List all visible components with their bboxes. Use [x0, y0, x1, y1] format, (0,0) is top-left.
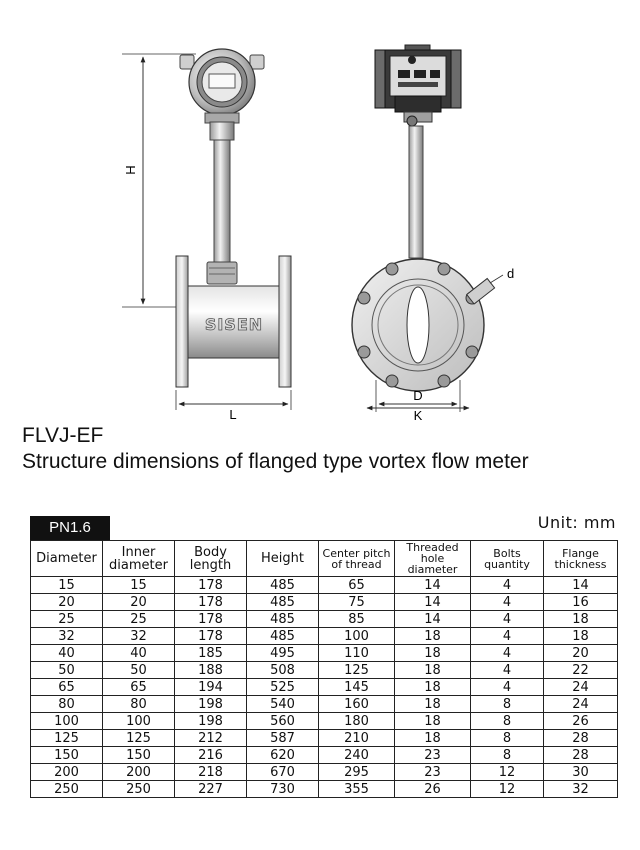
table-cell: 32 [103, 628, 175, 645]
table-body [31, 577, 618, 798]
table-cell: 23 [395, 747, 471, 764]
table-cell: 730 [247, 781, 319, 798]
table-cell: 14 [395, 611, 471, 628]
table-row [31, 679, 618, 696]
table-cell: 50 [103, 662, 175, 679]
table-cell: 125 [103, 730, 175, 747]
table-cell: 14 [395, 577, 471, 594]
table-cell: 295 [319, 764, 395, 781]
column-header: Flange thickness [544, 541, 618, 577]
table-cell: 495 [247, 645, 319, 662]
table-cell: 32 [31, 628, 103, 645]
table-cell: 18 [395, 662, 471, 679]
table-cell: 80 [103, 696, 175, 713]
table-cell: 23 [395, 764, 471, 781]
table-cell: 100 [319, 628, 395, 645]
table-cell: 18 [544, 628, 618, 645]
table-cell: 75 [319, 594, 395, 611]
table-cell: 100 [31, 713, 103, 730]
table-cell: 198 [175, 713, 247, 730]
table-cell: 587 [247, 730, 319, 747]
table-cell: 28 [544, 730, 618, 747]
table-cell: 4 [471, 594, 544, 611]
table-cell: 355 [319, 781, 395, 798]
table-cell: 25 [103, 611, 175, 628]
table-cell: 620 [247, 747, 319, 764]
table-cell: 26 [544, 713, 618, 730]
table-cell: 32 [544, 781, 618, 798]
table-cell: 4 [471, 645, 544, 662]
model-name: FLVJ-EF [22, 424, 104, 447]
table-cell: 240 [319, 747, 395, 764]
table-cell: 20 [103, 594, 175, 611]
table-cell: 4 [471, 679, 544, 696]
table-cell: 178 [175, 577, 247, 594]
table-cell: 100 [103, 713, 175, 730]
table-cell: 18 [395, 679, 471, 696]
table-cell: 160 [319, 696, 395, 713]
table-cell: 18 [395, 696, 471, 713]
table-cell: 110 [319, 645, 395, 662]
table-cell: 22 [544, 662, 618, 679]
table-cell: 145 [319, 679, 395, 696]
table-cell: 25 [31, 611, 103, 628]
brand-logo: SISEN [204, 315, 264, 334]
table-cell: 24 [544, 679, 618, 696]
side-view [122, 49, 291, 420]
table-cell: 227 [175, 781, 247, 798]
table-row [31, 645, 618, 662]
table-cell: 15 [103, 577, 175, 594]
table-cell: 4 [471, 577, 544, 594]
unit-label: Unit: mm [537, 513, 616, 532]
table-cell: 18 [395, 713, 471, 730]
table-row [31, 781, 618, 798]
table-cell: 65 [31, 679, 103, 696]
table-cell: 485 [247, 628, 319, 645]
table-cell: 8 [471, 713, 544, 730]
table-cell: 40 [103, 645, 175, 662]
table-cell: 14 [395, 594, 471, 611]
page-subtitle: Structure dimensions of flanged type vortex flow meter [22, 450, 529, 473]
table-row [31, 628, 618, 645]
table-cell: 18 [395, 645, 471, 662]
column-header: Height [247, 541, 319, 577]
table-cell: 250 [31, 781, 103, 798]
table-cell: 216 [175, 747, 247, 764]
table-cell: 485 [247, 577, 319, 594]
table-cell: 28 [544, 747, 618, 764]
table-cell: 14 [544, 577, 618, 594]
table-cell: 178 [175, 594, 247, 611]
dimension-h-label: H [123, 165, 138, 175]
flow-meter-drawing [0, 0, 640, 420]
table-row [31, 764, 618, 781]
table-cell: 4 [471, 628, 544, 645]
table-row [31, 594, 618, 611]
pressure-rating-tag: PN1.6 [30, 516, 110, 540]
table-row [31, 730, 618, 747]
table-cell: 18 [395, 730, 471, 747]
dimension-d-label: D [413, 388, 423, 403]
table-cell: 65 [319, 577, 395, 594]
column-header: Inner diameter [103, 541, 175, 577]
table-cell: 50 [31, 662, 103, 679]
table-cell: 40 [31, 645, 103, 662]
table-cell: 16 [544, 594, 618, 611]
dimension-k-label: K [413, 408, 423, 420]
table-cell: 188 [175, 662, 247, 679]
dimension-d-small-label: d [507, 266, 515, 281]
table-cell: 212 [175, 730, 247, 747]
table-cell: 85 [319, 611, 395, 628]
front-view [352, 45, 514, 420]
table-cell: 18 [395, 628, 471, 645]
table-cell: 180 [319, 713, 395, 730]
table-header-row [31, 541, 618, 577]
table-cell: 200 [103, 764, 175, 781]
table-cell: 4 [471, 611, 544, 628]
table-cell: 8 [471, 696, 544, 713]
table-row [31, 577, 618, 594]
column-header: Center pitch of thread [319, 541, 395, 577]
table-cell: 485 [247, 594, 319, 611]
table-cell: 8 [471, 730, 544, 747]
table-row [31, 662, 618, 679]
table-cell: 185 [175, 645, 247, 662]
table-cell: 525 [247, 679, 319, 696]
column-header: Threaded hole diameter [395, 541, 471, 577]
table-cell: 210 [319, 730, 395, 747]
table-cell: 178 [175, 611, 247, 628]
table-cell: 4 [471, 662, 544, 679]
table-cell: 125 [319, 662, 395, 679]
table-cell: 194 [175, 679, 247, 696]
table-cell: 485 [247, 611, 319, 628]
table-row [31, 713, 618, 730]
column-header: Diameter [31, 541, 103, 577]
table-cell: 178 [175, 628, 247, 645]
table-cell: 508 [247, 662, 319, 679]
table-cell: 20 [544, 645, 618, 662]
table-cell: 26 [395, 781, 471, 798]
table-cell: 560 [247, 713, 319, 730]
table-cell: 150 [31, 747, 103, 764]
table-row [31, 611, 618, 628]
table-cell: 24 [544, 696, 618, 713]
table-cell: 65 [103, 679, 175, 696]
table-cell: 12 [471, 781, 544, 798]
table-cell: 30 [544, 764, 618, 781]
table-cell: 8 [471, 747, 544, 764]
table-cell: 200 [31, 764, 103, 781]
table-cell: 15 [31, 577, 103, 594]
dimensions-table [30, 540, 618, 798]
table-cell: 250 [103, 781, 175, 798]
table-cell: 670 [247, 764, 319, 781]
table-cell: 540 [247, 696, 319, 713]
table-cell: 218 [175, 764, 247, 781]
column-header: Body length [175, 541, 247, 577]
table-cell: 125 [31, 730, 103, 747]
table-cell: 20 [31, 594, 103, 611]
table-row [31, 747, 618, 764]
table-cell: 150 [103, 747, 175, 764]
table-cell: 198 [175, 696, 247, 713]
dimension-l-label: L [229, 407, 237, 420]
table-cell: 18 [544, 611, 618, 628]
table-cell: 12 [471, 764, 544, 781]
table-cell: 80 [31, 696, 103, 713]
column-header: Bolts quantity [471, 541, 544, 577]
table-row [31, 696, 618, 713]
